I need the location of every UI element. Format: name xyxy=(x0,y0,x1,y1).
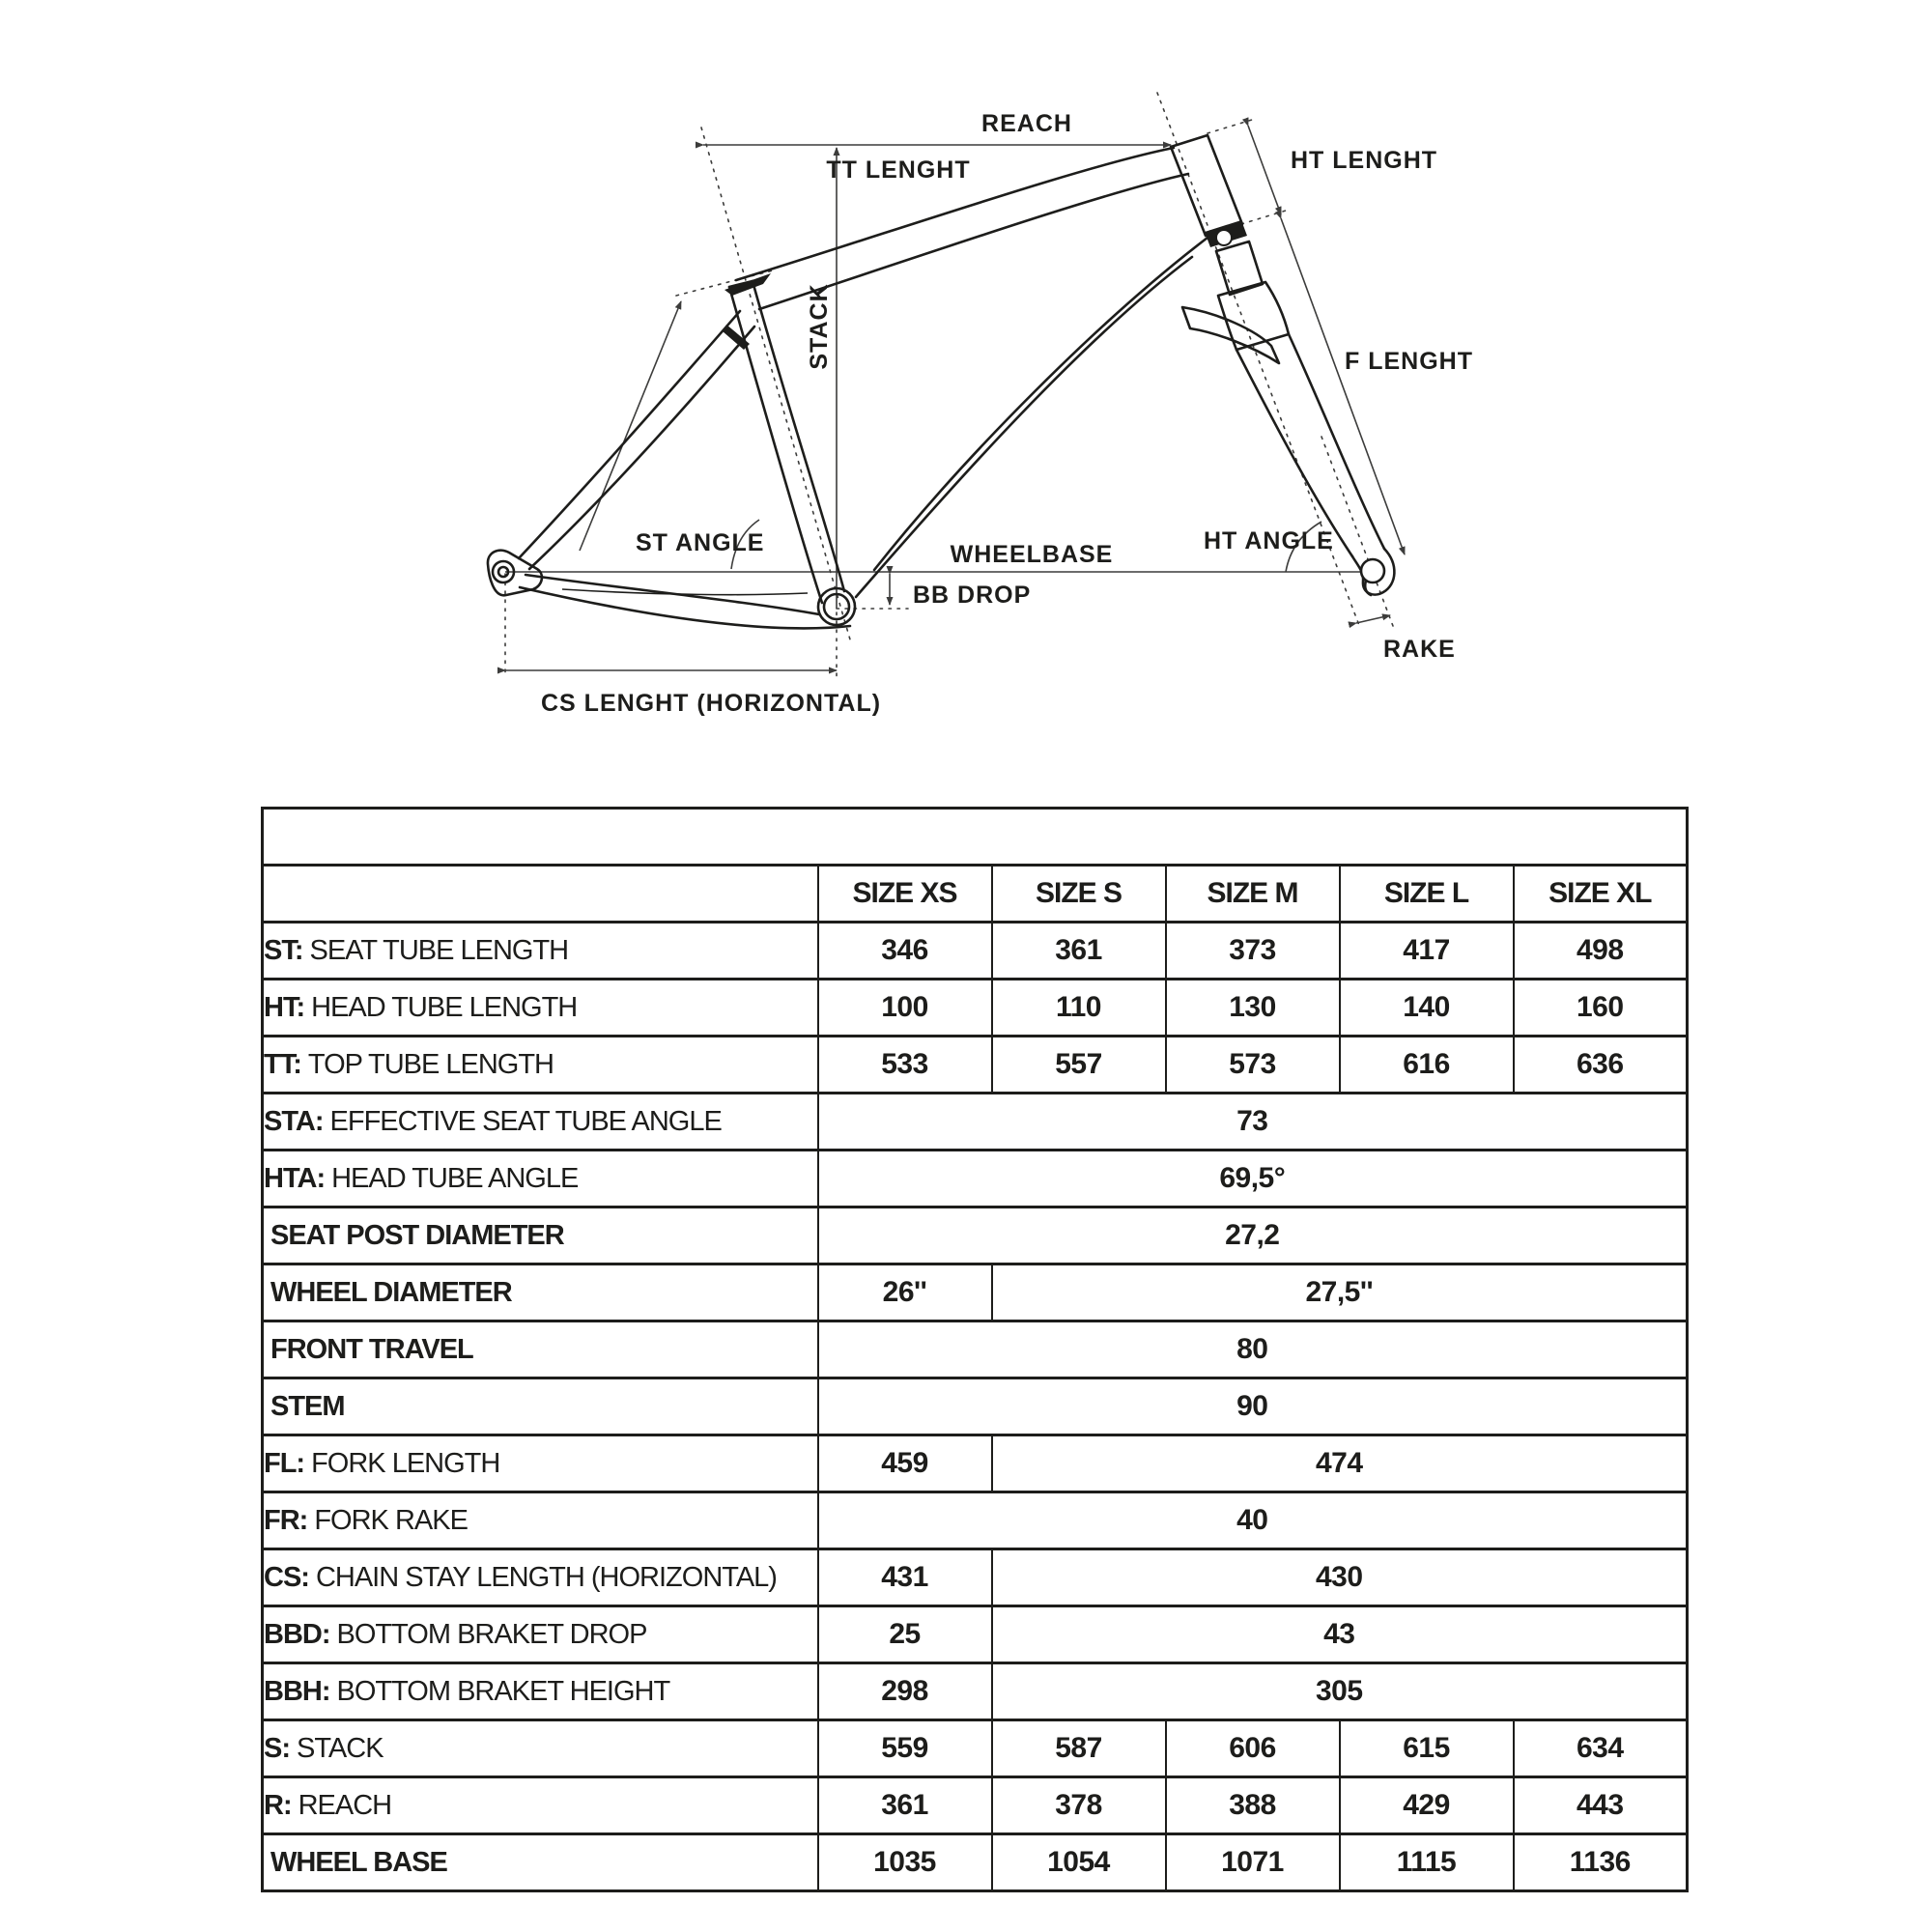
row-label: TT: TOP TUBE LENGTH xyxy=(263,1037,818,1094)
table-row xyxy=(263,1151,1688,1208)
row-label: ST: SEAT TUBE LENGTH xyxy=(263,923,818,980)
row-value-all-sizes: 40 xyxy=(818,1492,1688,1549)
table-row xyxy=(263,1208,1688,1264)
row-value: 606 xyxy=(1166,1720,1340,1777)
row-value: 498 xyxy=(1514,923,1688,980)
table-title: EXPL 50 xyxy=(263,809,1688,866)
row-label: FL: FORK LENGTH xyxy=(263,1435,818,1492)
row-value: 443 xyxy=(1514,1777,1688,1834)
cs-length-label: CS LENGHT (HORIZONTAL) xyxy=(541,690,882,717)
row-value: 130 xyxy=(1166,980,1340,1037)
table-row xyxy=(263,1037,1688,1094)
size-header-row xyxy=(263,866,1688,923)
row-value: 1115 xyxy=(1340,1834,1514,1891)
wheelbase-label: WHEELBASE xyxy=(950,541,1114,568)
size-header-m: SIZE M xyxy=(1166,866,1340,923)
f-length-label: F LENGHT xyxy=(1345,348,1473,375)
row-value: 634 xyxy=(1514,1720,1688,1777)
row-value-s-to-xl: 305 xyxy=(992,1663,1688,1720)
table-row xyxy=(263,1606,1688,1663)
row-label: WHEEL BASE xyxy=(263,1834,818,1891)
row-value: 615 xyxy=(1340,1720,1514,1777)
table-row xyxy=(263,980,1688,1037)
row-value-xs: 25 xyxy=(818,1606,992,1663)
row-label: R: REACH xyxy=(263,1777,818,1834)
row-value-all-sizes: 27,2 xyxy=(818,1208,1688,1264)
row-value-s-to-xl: 474 xyxy=(992,1435,1688,1492)
row-value-s-to-xl: 27,5'' xyxy=(992,1264,1688,1321)
table-row xyxy=(263,1663,1688,1720)
rake-label: RAKE xyxy=(1383,636,1456,663)
row-value: 1136 xyxy=(1514,1834,1688,1891)
table-row xyxy=(263,1492,1688,1549)
row-label: HTA: HEAD TUBE ANGLE xyxy=(263,1151,818,1208)
row-value: 636 xyxy=(1514,1037,1688,1094)
bb-drop-label: BB DROP xyxy=(913,582,1032,609)
row-label: FR: FORK RAKE xyxy=(263,1492,818,1549)
geometry-diagram xyxy=(0,0,1932,773)
row-label: FRONT TRAVEL xyxy=(263,1321,818,1378)
row-value-s-to-xl: 430 xyxy=(992,1549,1688,1606)
ht-angle-label: HT ANGLE xyxy=(1204,527,1334,554)
table-row xyxy=(263,1264,1688,1321)
row-value-all-sizes: 69,5° xyxy=(818,1151,1688,1208)
table-row xyxy=(263,923,1688,980)
row-value: 1035 xyxy=(818,1834,992,1891)
row-label: CS: CHAIN STAY LENGTH (HORIZONTAL) xyxy=(263,1549,818,1606)
st-angle-label: ST ANGLE xyxy=(636,529,765,556)
row-value: 373 xyxy=(1166,923,1340,980)
row-label: STA: EFFECTIVE SEAT TUBE ANGLE xyxy=(263,1094,818,1151)
row-value: 417 xyxy=(1340,923,1514,980)
row-label: HT: HEAD TUBE LENGTH xyxy=(263,980,818,1037)
row-value: 110 xyxy=(992,980,1166,1037)
diagram-labels xyxy=(541,110,1473,717)
row-value: 346 xyxy=(818,923,992,980)
table-row xyxy=(263,1834,1688,1891)
row-value-xs: 459 xyxy=(818,1435,992,1492)
size-header-s: SIZE S xyxy=(992,866,1166,923)
row-value: 559 xyxy=(818,1720,992,1777)
table-row xyxy=(263,1321,1688,1378)
row-label: BBH: BOTTOM BRAKET HEIGHT xyxy=(263,1663,818,1720)
table-row xyxy=(263,1549,1688,1606)
row-value: 388 xyxy=(1166,1777,1340,1834)
row-value-xs: 26'' xyxy=(818,1264,992,1321)
size-header-corner xyxy=(263,866,818,923)
tt-length-label: TT LENGHT xyxy=(826,156,971,184)
row-label: BBD: BOTTOM BRAKET DROP xyxy=(263,1606,818,1663)
row-value: 1071 xyxy=(1166,1834,1340,1891)
size-header-xl: SIZE XL xyxy=(1514,866,1688,923)
table-row xyxy=(263,1094,1688,1151)
table-row xyxy=(263,1777,1688,1834)
row-value: 557 xyxy=(992,1037,1166,1094)
row-label: STEM xyxy=(263,1378,818,1435)
table-row xyxy=(263,1378,1688,1435)
table-row xyxy=(263,1435,1688,1492)
row-value: 361 xyxy=(818,1777,992,1834)
row-value-all-sizes: 80 xyxy=(818,1321,1688,1378)
row-value: 587 xyxy=(992,1720,1166,1777)
row-label: WHEEL DIAMETER xyxy=(263,1264,818,1321)
row-value-xs: 298 xyxy=(818,1663,992,1720)
ht-length-label: HT LENGHT xyxy=(1291,147,1438,174)
row-value: 429 xyxy=(1340,1777,1514,1834)
row-value: 1054 xyxy=(992,1834,1166,1891)
size-header-l: SIZE L xyxy=(1340,866,1514,923)
table-row xyxy=(263,1720,1688,1777)
row-value: 140 xyxy=(1340,980,1514,1037)
size-header-xs: SIZE XS xyxy=(818,866,992,923)
row-value: 573 xyxy=(1166,1037,1340,1094)
row-value: 533 xyxy=(818,1037,992,1094)
row-value: 100 xyxy=(818,980,992,1037)
row-value-all-sizes: 90 xyxy=(818,1378,1688,1435)
stack-label: STACK xyxy=(806,283,833,370)
row-value-all-sizes: 73 xyxy=(818,1094,1688,1151)
row-label: SEAT POST DIAMETER xyxy=(263,1208,818,1264)
spec-table xyxy=(261,807,1689,1892)
row-label: S: STACK xyxy=(263,1720,818,1777)
row-value: 361 xyxy=(992,923,1166,980)
row-value-s-to-xl: 43 xyxy=(992,1606,1688,1663)
reach-label: REACH xyxy=(981,110,1072,137)
row-value: 378 xyxy=(992,1777,1166,1834)
table-title-row xyxy=(263,809,1688,866)
row-value: 160 xyxy=(1514,980,1688,1037)
row-value: 616 xyxy=(1340,1037,1514,1094)
row-value-xs: 431 xyxy=(818,1549,992,1606)
